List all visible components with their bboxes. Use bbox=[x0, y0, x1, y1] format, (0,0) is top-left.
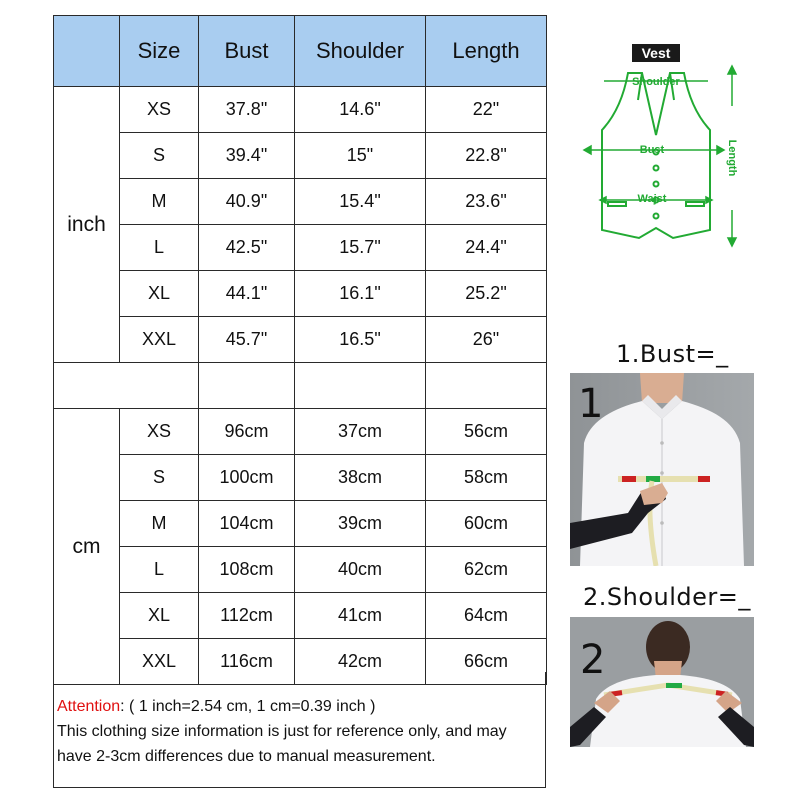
cell-size: XS bbox=[120, 87, 199, 133]
cell-shoulder: 16.1" bbox=[295, 271, 426, 317]
cell-shoulder: 42cm bbox=[295, 639, 426, 685]
cell-bust: 40.9" bbox=[199, 179, 295, 225]
cell-shoulder: 16.5" bbox=[295, 317, 426, 363]
spacer-cell bbox=[426, 363, 547, 409]
cell-length: 23.6" bbox=[426, 179, 547, 225]
spacer-cell bbox=[199, 363, 295, 409]
table-row bbox=[54, 87, 547, 133]
cell-size: XL bbox=[120, 593, 199, 639]
cell-size: S bbox=[120, 133, 199, 179]
cell-length: 26" bbox=[426, 317, 547, 363]
table-row bbox=[54, 225, 547, 271]
cell-length: 22.8" bbox=[426, 133, 547, 179]
table-row bbox=[54, 133, 547, 179]
table-spacer-row bbox=[54, 363, 547, 409]
conversion-line bbox=[57, 694, 541, 719]
header-shoulder: Shoulder bbox=[295, 16, 426, 87]
bust-photo-title: 1.Bust=_ bbox=[616, 340, 729, 368]
cell-bust: 39.4" bbox=[199, 133, 295, 179]
bust-step-number: 1 bbox=[578, 381, 604, 427]
cell-size: S bbox=[120, 455, 199, 501]
cell-size: L bbox=[120, 547, 199, 593]
vest-measurement-diagram bbox=[578, 40, 753, 250]
cell-shoulder: 37cm bbox=[295, 409, 426, 455]
unit-label-cm: cm bbox=[54, 409, 120, 685]
cell-shoulder: 39cm bbox=[295, 501, 426, 547]
cell-bust: 37.8" bbox=[199, 87, 295, 133]
length-label: Length bbox=[726, 139, 738, 177]
measurement-lines bbox=[584, 66, 736, 246]
shoulder-photo-illustration bbox=[570, 617, 754, 747]
cell-length: 62cm bbox=[426, 547, 547, 593]
table-row bbox=[54, 593, 547, 639]
table-row bbox=[54, 179, 547, 225]
cell-size: M bbox=[120, 501, 199, 547]
attention-label: Attention bbox=[57, 698, 121, 715]
cell-shoulder: 15.4" bbox=[295, 179, 426, 225]
shoulder-label: Shoulder bbox=[632, 76, 680, 88]
table-row bbox=[54, 409, 547, 455]
spacer-cell bbox=[295, 363, 426, 409]
cell-length: 58cm bbox=[426, 455, 547, 501]
cell-shoulder: 38cm bbox=[295, 455, 426, 501]
cell-bust: 112cm bbox=[199, 593, 295, 639]
cell-shoulder: 14.6" bbox=[295, 87, 426, 133]
cell-length: 60cm bbox=[426, 501, 547, 547]
cell-bust: 42.5" bbox=[199, 225, 295, 271]
cell-length: 64cm bbox=[426, 593, 547, 639]
cell-shoulder: 40cm bbox=[295, 547, 426, 593]
cell-length: 24.4" bbox=[426, 225, 547, 271]
table-row bbox=[54, 317, 547, 363]
shoulder-measure-photo bbox=[570, 617, 754, 747]
table-row bbox=[54, 501, 547, 547]
bust-measure-photo bbox=[570, 373, 754, 566]
cell-length: 25.2" bbox=[426, 271, 547, 317]
cell-length: 56cm bbox=[426, 409, 547, 455]
cell-size: M bbox=[120, 179, 199, 225]
cell-bust: 100cm bbox=[199, 455, 295, 501]
table-row bbox=[54, 455, 547, 501]
cell-shoulder: 15" bbox=[295, 133, 426, 179]
disclaimer-text: This clothing size information is just for reference only, and may have 2-3cm differences due to manual measurement. bbox=[57, 723, 507, 765]
table-row bbox=[54, 271, 547, 317]
header-size: Size bbox=[120, 16, 199, 87]
unit-label-inch: inch bbox=[54, 87, 120, 363]
cell-shoulder: 41cm bbox=[295, 593, 426, 639]
spacer-cell bbox=[54, 363, 199, 409]
cell-length: 22" bbox=[426, 87, 547, 133]
waist-label: Wajst bbox=[637, 193, 667, 205]
cell-length: 66cm bbox=[426, 639, 547, 685]
cell-shoulder: 15.7" bbox=[295, 225, 426, 271]
cell-bust: 104cm bbox=[199, 501, 295, 547]
cell-bust: 96cm bbox=[199, 409, 295, 455]
shoulder-photo-title: 2.Shoulder=_ bbox=[583, 583, 751, 611]
table-row bbox=[54, 547, 547, 593]
conversion-text: : ( 1 inch=2.54 cm, 1 cm=0.39 inch ) bbox=[120, 698, 376, 715]
header-blank-cell bbox=[54, 16, 120, 87]
bust-label: Bust bbox=[639, 144, 665, 156]
cell-bust: 44.1" bbox=[199, 271, 295, 317]
shoulder-step-number: 2 bbox=[580, 637, 606, 683]
cell-size: XS bbox=[120, 409, 199, 455]
header-bust: Bust bbox=[199, 16, 295, 87]
table-header-row bbox=[54, 16, 547, 87]
cell-size: L bbox=[120, 225, 199, 271]
cell-size: XXL bbox=[120, 317, 199, 363]
measurement-notes bbox=[53, 672, 546, 788]
cell-bust: 116cm bbox=[199, 639, 295, 685]
size-chart-table bbox=[53, 15, 547, 685]
header-length: Length bbox=[426, 16, 547, 87]
cell-size: XXL bbox=[120, 639, 199, 685]
vest-title: Vest bbox=[641, 45, 671, 61]
cell-bust: 108cm bbox=[199, 547, 295, 593]
bust-photo-illustration bbox=[570, 373, 754, 566]
cell-size: XL bbox=[120, 271, 199, 317]
cell-bust: 45.7" bbox=[199, 317, 295, 363]
